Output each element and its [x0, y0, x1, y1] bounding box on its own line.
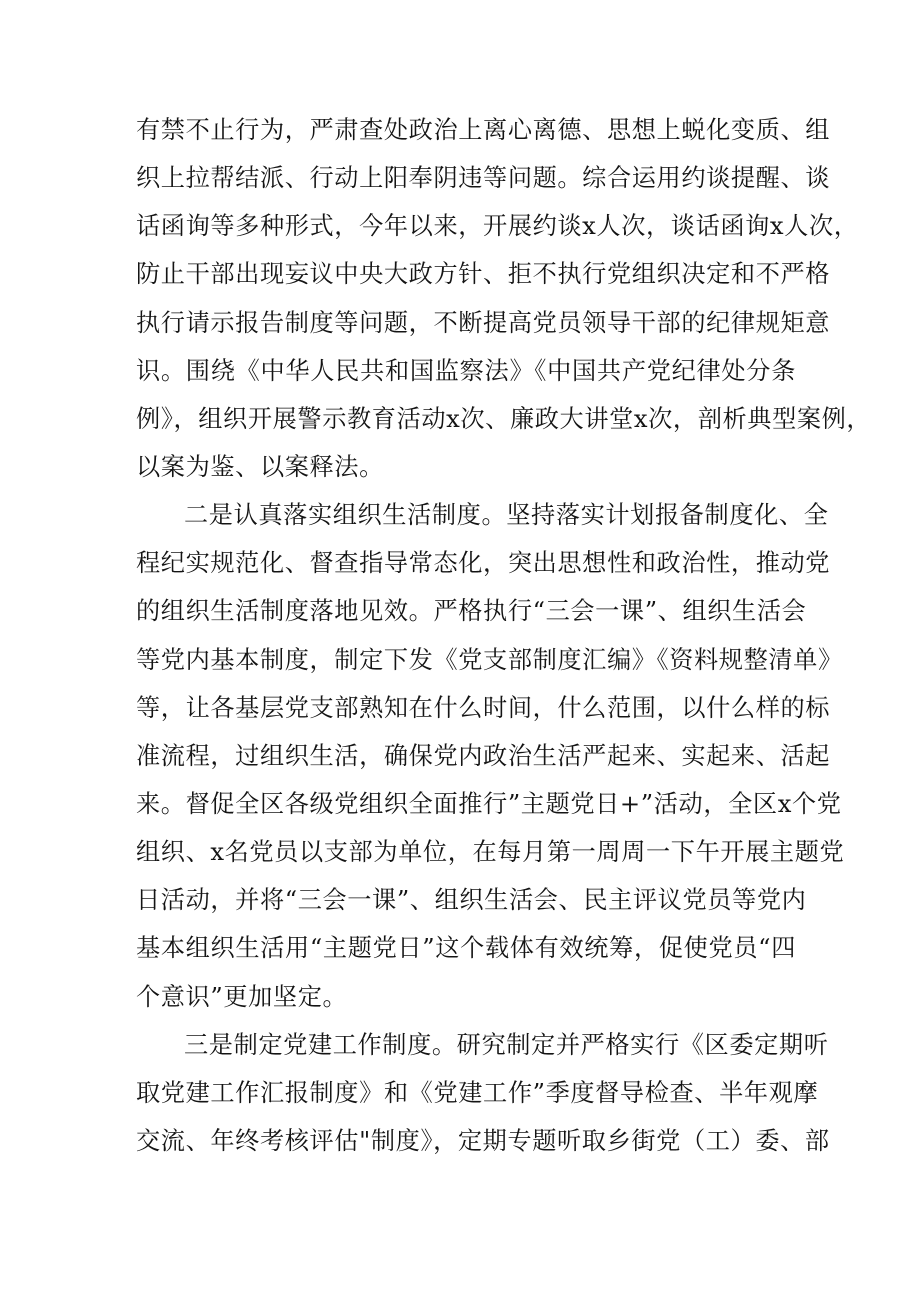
- text-line: 三是制定党建工作制度。研究制定并严格实行《区委定期听: [184, 1030, 829, 1059]
- text-line: 准流程，过组织生活，确保党内政治生活严起来、实起来、活起: [136, 741, 831, 770]
- text-line: 取党建工作汇报制度》和《党建工作”季度督导检查、半年观摩: [136, 1078, 819, 1107]
- text-line: 例》，组织开展警示教育活动x次、廉政大讲堂x次，剖析典型案例，: [136, 404, 872, 433]
- text-line: 二是认真落实组织生活制度。坚持落实计划报备制度化、全: [184, 501, 829, 530]
- text-line: 日活动，并将“三会一课”、组织生活会、民主评议党员等党内: [136, 886, 807, 915]
- text-line: 以案为鉴、以案释法。: [136, 452, 384, 481]
- text-line: 执行请示报告制度等问题，不断提高党员领导干部的纪律规矩意: [136, 308, 831, 337]
- paragraph-3: [136, 1021, 830, 1165]
- text-line: 程纪实规范化、督查指导常态化，突出思想性和政治性，推动党: [136, 549, 831, 578]
- text-line: 话函询等多种形式，今年以来，开展约谈x人次，谈话函询x人次，: [136, 212, 859, 241]
- text-line: 等党内基本制度，制定下发《党支部制度汇编》《资料规整清单》: [136, 645, 843, 674]
- text-line: 的组织生活制度落地见效。严格执行“三会一课”、组织生活会: [136, 597, 807, 626]
- text-line: 织上拉帮结派、行动上阳奉阴违等问题。综合运用约谈提醒、谈: [136, 164, 831, 193]
- text-line: 防止干部出现妄议中央大政方针、拒不执行党组织决定和不严格: [136, 260, 831, 289]
- paragraph-1: [136, 106, 872, 491]
- text-line: 交流、年终考核评估"制度》，定期专题听取乡街党（工）委、部: [136, 1126, 830, 1155]
- paragraph-2: [136, 491, 845, 1021]
- text-line: 等，让各基层党支部熟知在什么时间，什么范围，以什么样的标: [136, 693, 831, 722]
- text-line: 基本组织生活用“主题党日”这个载体有效统筹，促使党员“四: [136, 934, 796, 963]
- text-line: 有禁不止行为，严肃查处政治上离心离德、思想上蜕化变质、组: [136, 116, 831, 144]
- text-line: 组织、x名党员以支部为单位，在每月第一周周一下午开展主题党: [136, 838, 845, 867]
- text-line: 识。围绕《中华人民共和国监察法》《中国共产党纪律处分条: [136, 356, 796, 385]
- text-line: 个意识”更加坚定。: [136, 982, 348, 1011]
- text-line: 来。督促全区各级党组织全面推行”主题党日+”活动，全区x个党: [136, 789, 842, 818]
- document-body: [136, 106, 872, 1165]
